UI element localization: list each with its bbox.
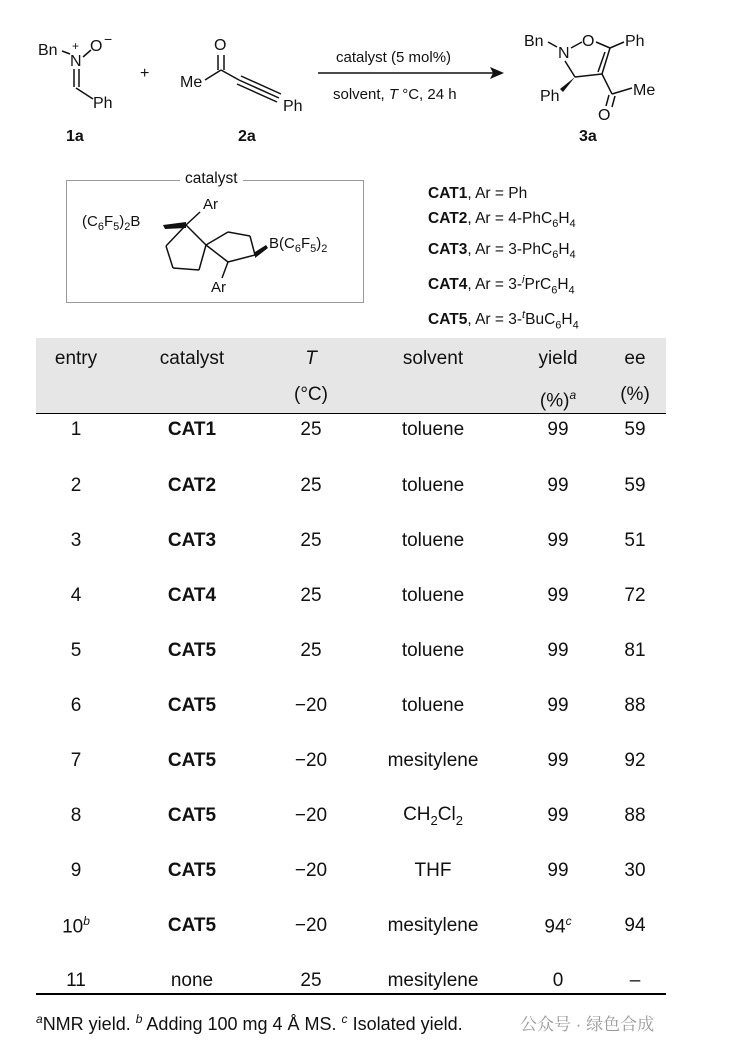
catalyst-definition: CAT3, $Ar = 3-PhC_6H_4$: [428, 241, 576, 262]
cell-yield: 99: [547, 419, 569, 440]
cell-yield: 99: [547, 585, 569, 606]
cell-catalyst: CAT4: [167, 585, 217, 606]
table-body: [36, 414, 666, 1009]
cell-temperature: 25: [300, 475, 322, 496]
catalyst-ar-top: Ar: [203, 196, 218, 213]
cell-ee: 81: [624, 640, 646, 661]
cell-entry: 3: [70, 530, 82, 551]
cell-yield: 0: [552, 970, 564, 991]
cell-entry: 6: [70, 695, 82, 716]
cell-entry: 2: [70, 475, 82, 496]
cell-catalyst: CAT5: [167, 860, 217, 881]
table-header-row: [36, 338, 666, 414]
cell-yield: 99: [547, 640, 569, 661]
table-row: [36, 789, 666, 844]
catalyst-b-right: $B(C_6F_5)_2$: [269, 235, 328, 255]
table-row: [36, 514, 666, 569]
cell-solvent: toluene: [401, 475, 465, 496]
cell-yield: 99: [547, 860, 569, 881]
header-ee: ee (%): [620, 348, 650, 405]
cell-catalyst: CAT5: [167, 640, 217, 661]
cell-temperature: 25: [300, 419, 322, 440]
ynone-structure: [180, 37, 303, 145]
cell-ee: 59: [624, 475, 646, 496]
cell-temperature: −20: [294, 750, 328, 771]
cell-solvent: toluene: [401, 419, 465, 440]
cell-solvent: toluene: [401, 585, 465, 606]
catalyst-box-label: catalyst: [180, 170, 243, 188]
cell-temperature: −20: [294, 805, 328, 826]
cell-ee: –: [629, 970, 641, 991]
cell-yield: 94$^c$: [544, 913, 572, 938]
cell-ee: 92: [624, 750, 646, 771]
cell-entry: 8: [70, 805, 82, 826]
table-row: [36, 679, 666, 734]
compound-label-2a: 2a: [238, 128, 256, 145]
catalyst-definition: CAT1, Ar = Ph: [428, 185, 528, 202]
plus-sign: +: [140, 65, 150, 82]
cell-entry: 9: [70, 860, 82, 881]
cell-solvent: toluene: [401, 695, 465, 716]
catalyst-id: CAT2: [428, 210, 468, 227]
header-temperature: T (°C): [294, 348, 328, 405]
cell-catalyst: CAT3: [167, 530, 217, 551]
cell-solvent: mesitylene: [387, 750, 479, 771]
cell-ee: 94: [624, 915, 646, 936]
optimization-table: [36, 338, 666, 1009]
cell-ee: 88: [624, 695, 646, 716]
nitrone-n: N: [70, 53, 82, 70]
header-catalyst: catalyst: [159, 348, 225, 369]
product-carbonyl-o: O: [598, 107, 611, 124]
footnote-a: NMR yield.: [42, 1014, 131, 1034]
nitrone-structure: [38, 31, 113, 145]
cell-solvent: toluene: [401, 640, 465, 661]
cell-temperature: 25: [300, 530, 322, 551]
cell-ee: 59: [624, 419, 646, 440]
cell-catalyst: CAT1: [167, 419, 217, 440]
cell-ee: 30: [624, 860, 646, 881]
footnote-c: Isolated yield.: [352, 1014, 463, 1034]
cell-ee: 72: [624, 585, 646, 606]
table-row: [36, 459, 666, 514]
compound-label-1a: 1a: [66, 128, 84, 145]
cell-entry: 10$^b$: [62, 913, 90, 938]
footnote-b: Adding 100 mg 4 Å MS.: [146, 1014, 337, 1034]
table-row: [36, 844, 666, 899]
table-row: [36, 414, 666, 459]
table-row: [36, 734, 666, 789]
cell-temperature: 25: [300, 640, 322, 661]
cell-catalyst: CAT5: [167, 805, 217, 826]
cell-yield: 99: [547, 805, 569, 826]
cell-temperature: −20: [294, 915, 328, 936]
cell-yield: 99: [547, 695, 569, 716]
catalyst-id: CAT3: [428, 241, 468, 259]
catalyst-definition: CAT4, $Ar = 3-^iPrC_6H_4$: [428, 274, 575, 297]
watermark: 公众号 · 绿色合成: [520, 1015, 655, 1034]
ynone-o: O: [214, 37, 227, 54]
product-bn: Bn: [524, 33, 544, 50]
cell-catalyst: none: [170, 970, 214, 991]
arrow-conditions-bottom: solvent, T °C, 24 h: [333, 86, 457, 103]
compound-label-3a: 3a: [579, 128, 597, 145]
catalyst-ar-bottom: Ar: [211, 279, 226, 296]
cell-solvent: mesitylene: [387, 970, 479, 991]
cell-solvent: $CH_2Cl_2$: [403, 804, 463, 828]
cell-temperature: −20: [294, 695, 328, 716]
catalyst-definition: CAT5, $Ar = 3-^tBuC_6H_4$: [428, 309, 579, 332]
cell-entry: 11: [66, 970, 86, 991]
header-yield: yield (%)$^a$: [538, 348, 578, 412]
product-o: O: [582, 33, 595, 50]
catalyst-definition: CAT2, $Ar = 4-PhC_6H_4$: [428, 210, 576, 231]
cell-entry: 7: [70, 750, 82, 771]
product-n: N: [558, 45, 570, 62]
cell-catalyst: CAT5: [167, 750, 217, 771]
nitrone-o: O: [90, 38, 103, 55]
ynone-ph: Ph: [283, 98, 303, 115]
cell-yield: 99: [547, 530, 569, 551]
arrow-conditions-top: catalyst (5 mol%): [336, 49, 452, 66]
catalyst-list: [428, 181, 579, 339]
catalyst-id: CAT4: [428, 276, 468, 294]
nitrone-ph: Ph: [93, 95, 113, 112]
cell-ee: 51: [624, 530, 646, 551]
product-ph-bottom: Ph: [540, 88, 560, 105]
cell-catalyst: CAT5: [167, 915, 217, 936]
catalyst-id: CAT5: [428, 311, 468, 329]
header-solvent: solvent: [402, 348, 464, 369]
cell-entry: 5: [70, 640, 82, 661]
catalyst-id: CAT1: [428, 185, 468, 202]
cell-temperature: −20: [294, 860, 328, 881]
table-row: [36, 624, 666, 679]
table-row: [36, 899, 666, 954]
cell-catalyst: CAT2: [167, 475, 217, 496]
cell-temperature: 25: [300, 970, 322, 991]
nitrone-plus: +: [72, 39, 80, 53]
table-bottom-rule: [36, 993, 666, 995]
footnotes: $^a$NMR yield. $^b$ Adding 100 mg 4 Å MS. $^c$ Isolated yield.: [36, 1012, 463, 1034]
cell-ee: 88: [624, 805, 646, 826]
product-ph-top: Ph: [625, 33, 645, 50]
catalyst-b-left: $(C_6F_5)_2B$: [82, 213, 141, 233]
cell-temperature: 25: [300, 585, 322, 606]
header-entry: entry: [54, 348, 98, 369]
ynone-me: Me: [180, 74, 203, 91]
cell-solvent: mesitylene: [387, 915, 479, 936]
cell-entry: 4: [70, 585, 82, 606]
table-row: [36, 569, 666, 624]
nitrone-bn: Bn: [38, 42, 58, 59]
cell-catalyst: CAT5: [167, 695, 217, 716]
catalyst-box: [66, 180, 364, 303]
cell-solvent: THF: [414, 860, 452, 881]
product-me: Me: [633, 82, 656, 99]
table-row: [36, 954, 666, 1009]
cell-yield: 99: [547, 750, 569, 771]
cell-solvent: toluene: [401, 530, 465, 551]
cell-yield: 99: [547, 475, 569, 496]
cell-entry: 1: [70, 419, 82, 440]
nitrone-minus: −: [104, 31, 113, 47]
product-structure: [524, 33, 655, 145]
reaction-arrow: [318, 49, 504, 103]
catalyst-ar: Ph: [508, 185, 528, 202]
